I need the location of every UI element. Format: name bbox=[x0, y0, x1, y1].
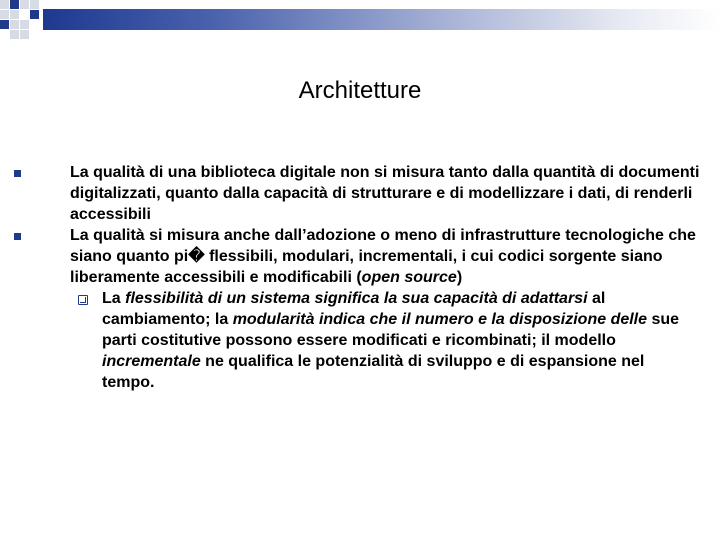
header-square bbox=[20, 20, 29, 29]
slide-title: Architetture bbox=[298, 77, 422, 104]
slide-content bbox=[70, 162, 700, 393]
bullet-text-italic: open source bbox=[361, 269, 457, 286]
header-gradient-bar bbox=[43, 9, 720, 30]
header-square bbox=[30, 0, 39, 9]
sub-bullet-text: al cambiamento; la bbox=[102, 290, 606, 328]
bullet-text: ) bbox=[456, 269, 463, 286]
sub-bullet-item bbox=[102, 288, 700, 393]
header-square bbox=[10, 0, 19, 9]
sub-bullet-text-italic: modularità indica che il numero e la disposizione delle bbox=[232, 311, 648, 328]
bullet-item bbox=[70, 225, 700, 288]
header-square bbox=[0, 0, 9, 9]
header-square bbox=[0, 10, 9, 19]
header-square bbox=[30, 10, 39, 19]
bullet-text: La qualità si misura anche dall’adozione o meno di infrastrutture tecnologiche che siano quanto pi� flessibili, modulari, incrementali, i cui codici sorgente siano liberamente accessibili e modificabili ( bbox=[70, 227, 696, 286]
sub-bullet-text-italic: incrementale bbox=[102, 353, 201, 370]
sub-bullet-text: sue parti costitutive possono essere modificati e ricombinati; il modello bbox=[102, 311, 680, 349]
checkbox-bullet-icon bbox=[77, 289, 89, 303]
sub-bullet-text: ne qualifica le potenzialità di sviluppo e di espansione nel tempo. bbox=[102, 353, 645, 391]
sub-bullet-text-italic: flessibilità di un sistema significa la sua capacità di adattarsi bbox=[125, 290, 588, 307]
sub-bullet-text: La bbox=[102, 290, 126, 307]
header-square bbox=[10, 20, 19, 29]
header-square bbox=[20, 30, 29, 39]
header-square bbox=[10, 10, 19, 19]
header-square bbox=[20, 0, 29, 9]
bullet-item bbox=[70, 162, 700, 225]
square-bullet-icon bbox=[14, 170, 21, 177]
header-square bbox=[0, 20, 9, 29]
header-square bbox=[10, 30, 19, 39]
square-bullet-icon bbox=[14, 233, 21, 240]
bullet-text: La qualità di una biblioteca digitale non si misura tanto dalla quantità di documenti digitalizzati, quanto dalla capacità di strutturare e di modellizzare i dati, di renderli accessibili bbox=[70, 164, 700, 223]
